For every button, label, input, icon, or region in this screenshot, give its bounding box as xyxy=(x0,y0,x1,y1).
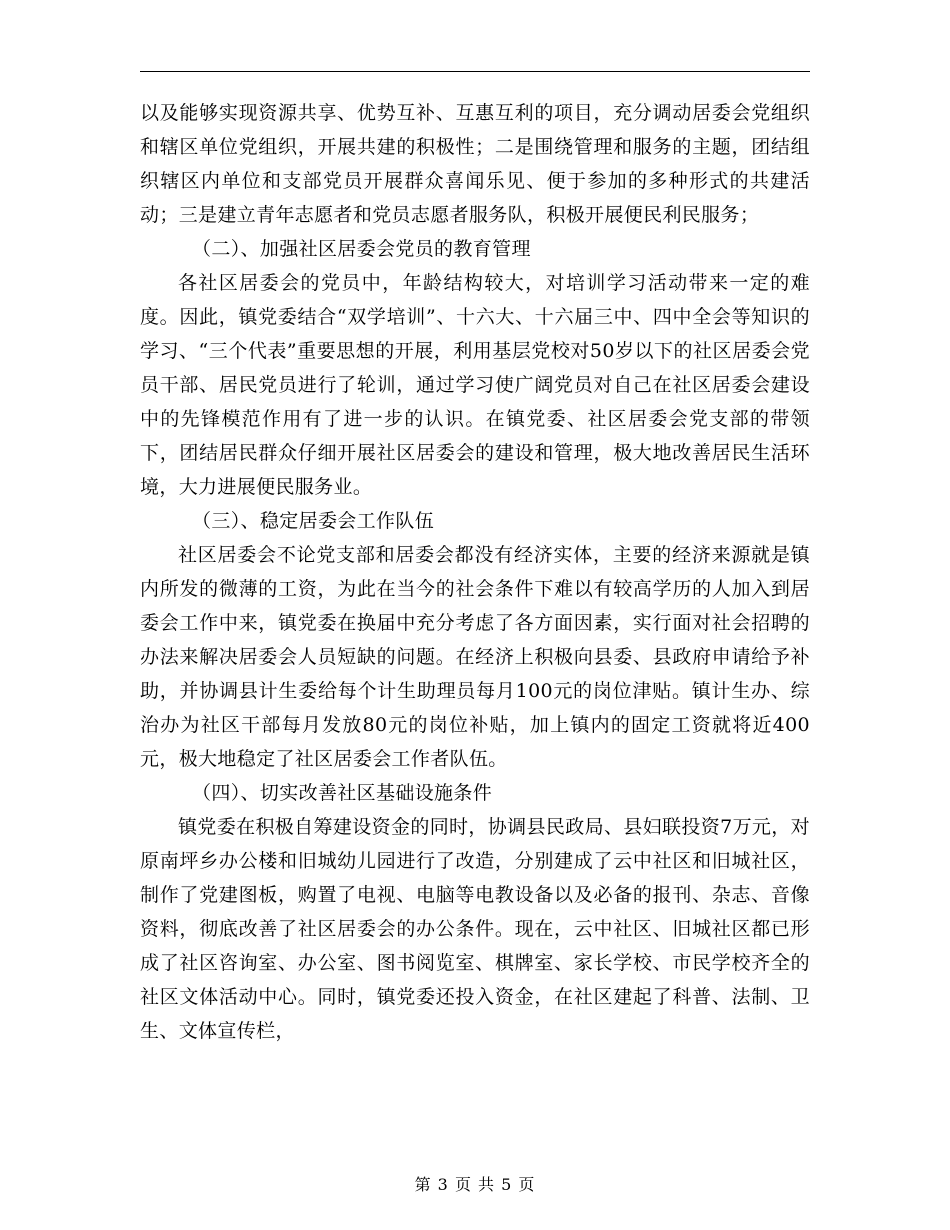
section-heading-2: （二）、加强社区居委会党员的教育管理 xyxy=(192,238,531,260)
document-body xyxy=(140,96,810,1048)
section-heading-3: （三）、稳定居委会工作队伍 xyxy=(192,510,435,532)
paragraph-infrastructure: 镇党委在积极自筹建设资金的同时，协调县民政局、县妇联投资7万元，对原南坪乡办公楼和旧城幼儿园进行了改造，分别建成了云中社区和旧城社区，制作了党建图板，购置了电视、电脑等电教设备以及必备的报刊、杂志、音像资料，彻底改善了社区居委会的办公条件。现在，云中社区、旧城社区都已形成了社区咨询室、办公室、图书阅览室、棋牌室、家长学校、市民学校齐全的社区文体活动中心。同时，镇党委还投入资金，在社区建起了科普、法制、卫生、文体宣传栏， xyxy=(140,816,810,1042)
page-number-footer: 第 3 页 共 5 页 xyxy=(414,1175,536,1194)
paragraph-party-education: 各社区居委会的党员中，年龄结构较大，对培训学习活动带来一定的难度。因此，镇党委结合“双学培训”、十六大、十六届三中、四中全会等知识的学习、“三个代表”重要思想的开展，利用基层党校对50岁以下的社区居委会党员干部、居民党员进行了轮训，通过学习使广阔党员对自己在社区居委会建设中的先锋模范作用有了进一步的认识。在镇党委、社区居委会党支部的带领下，团结居民群众仔细开展社区居委会的建设和管理，极大地改善居民生活环境，大力进展便民服务业。 xyxy=(140,272,810,498)
section-heading-4: （四）、切实改善社区基础设施条件 xyxy=(192,782,493,804)
header-rule xyxy=(140,71,810,72)
paragraph-staff-stability: 社区居委会不论党支部和居委会都没有经济实体，主要的经济来源就是镇内所发的微薄的工资，为此在当今的社会条件下难以有较高学历的人加入到居委会工作中来，镇党委在换届中充分考虑了各方面因素，实行面对社会招聘的办法来解决居委会人员短缺的问题。在经济上积极向县委、县政府申请给予补助，并协调县计生委给每个计生助理员每月100元的岗位津贴。镇计生办、综治办为社区干部每月发放80元的岗位补贴，加上镇内的固定工资就将近400元，极大地稳定了社区居委会工作者队伍。 xyxy=(140,544,810,770)
paragraph-continuation: 以及能够实现资源共享、优势互补、互惠互利的项目，充分调动居委会党组织和辖区单位党组织，开展共建的积极性；二是围绕管理和服务的主题，团结组织辖区内单位和支部党员开展群众喜闻乐见、便于参加的多种形式的共建活动；三是建立青年志愿者和党员志愿者服务队，积极开展便民利民服务； xyxy=(140,102,810,226)
